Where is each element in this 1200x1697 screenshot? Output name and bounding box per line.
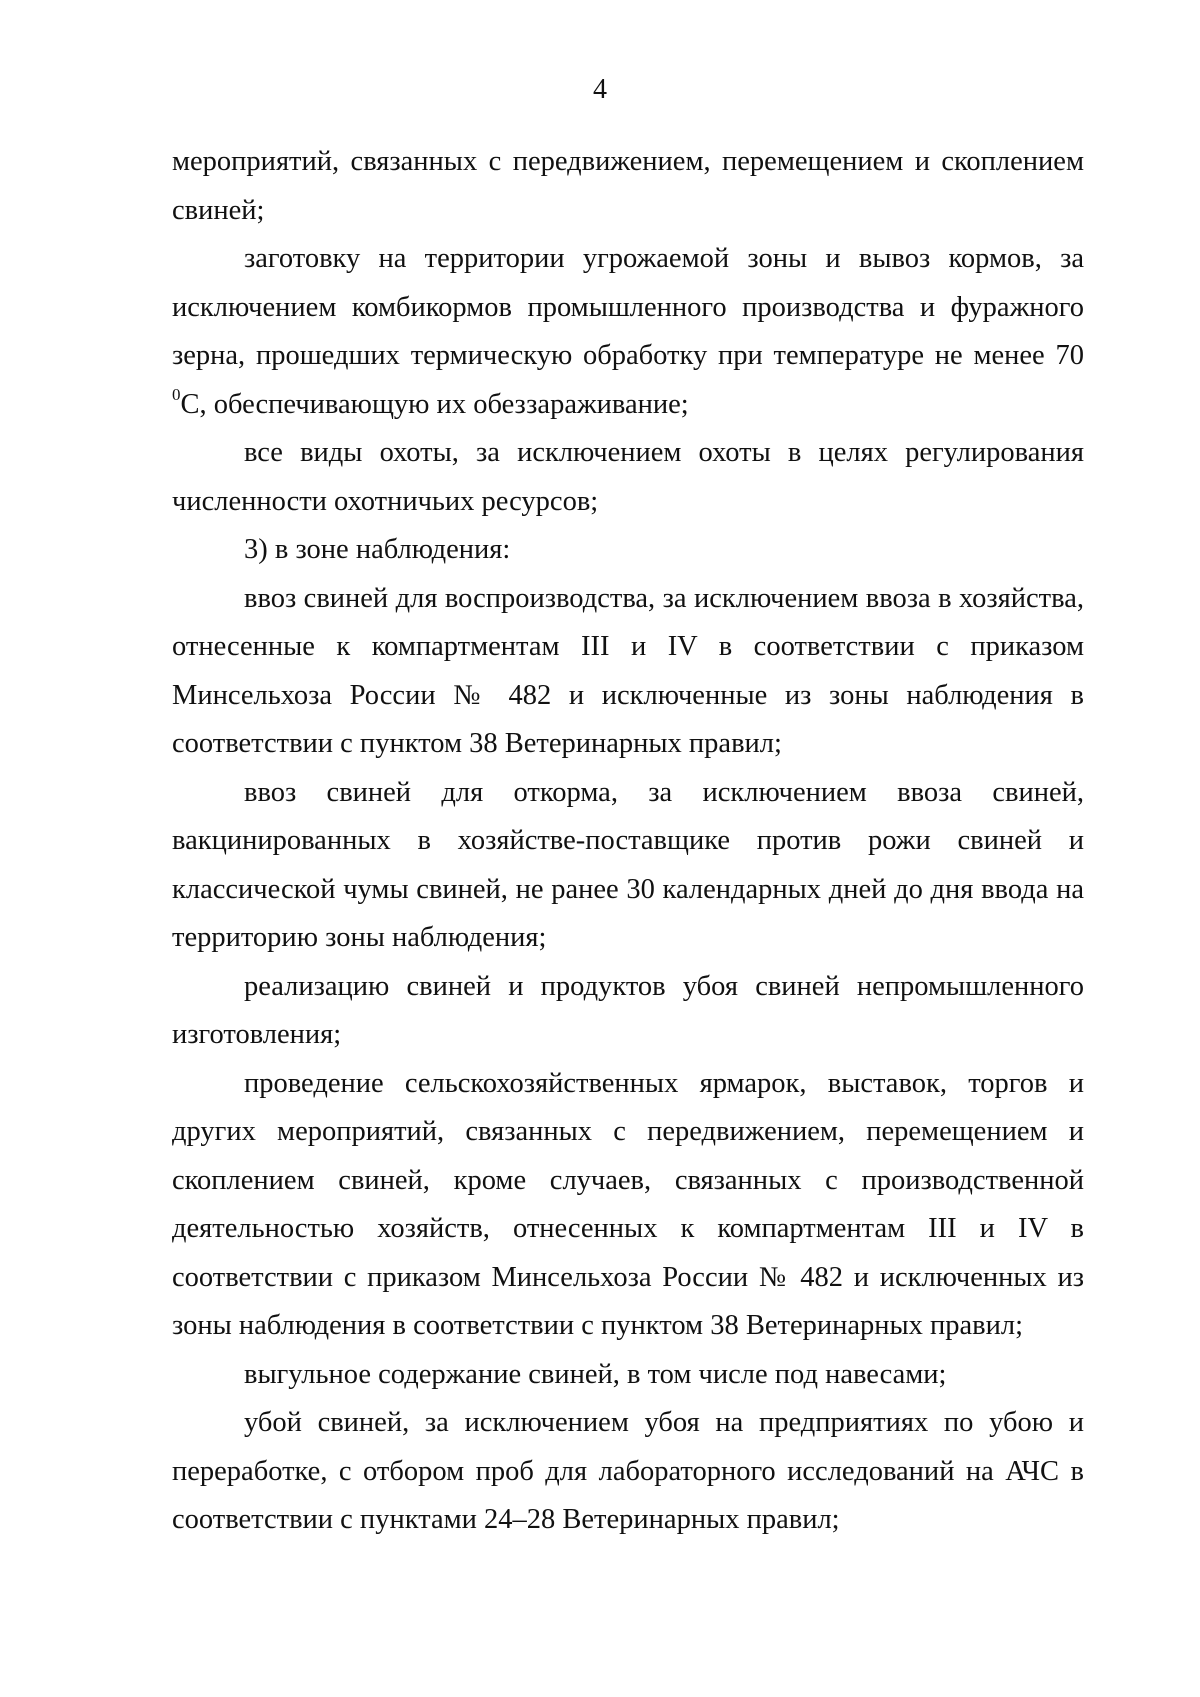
paragraph-feed-procurement: [172, 235, 1084, 429]
paragraph-free-range: выгульное содержание свиней, в том числе под навесами;: [244, 1358, 947, 1390]
paragraph-feed-procurement-text: заготовку на территории угрожаемой зоны и вывоз кормов, за исключением комбикормов промышленного производства и фуражного зерна, прошедших термическую обработку при температуре не менее: [172, 243, 1084, 371]
paragraph-observation-zone-heading: 3) в зоне наблюдения:: [244, 534, 511, 565]
page-number: 4: [593, 74, 607, 105]
temperature-unit: С: [180, 388, 200, 420]
paragraph-slaughter: убой свиней, за исключением убоя на предприятиях по убою и переработке, с отбором проб для лабораторного исследований на АЧС в соответствии с пунктами 24–28 Ветеринарных правил;: [172, 1407, 1084, 1535]
temperature-value: 70: [1055, 340, 1084, 371]
paragraph-import-breeding: ввоз свиней для воспроизводства, за исключением ввоза в хозяйства, отнесенные к компартментам III и IV в соответствии с приказом Минсельхоза России № 482 и исключенные из зоны наблюдения в соответствии с пунктом 38 Ветеринарных правил;: [172, 582, 1084, 759]
paragraph-continuation: мероприятий, связанных с передвижением, перемещением и скоплением свиней;: [172, 146, 1084, 226]
paragraph-fairs: проведение сельскохозяйственных ярмарок, выставок, торгов и других мероприятий, связанных с передвижением, перемещением и скоплением свиней, кроме случаев, связанных с производственной деятельностью хозяйств, отнесенных к компартментам III и IV в соответствии с приказом Минсельхоза России № 482 и исключенных из зоны наблюдения в соответствии с пунктом 38 Ветеринарных правил;: [172, 1067, 1084, 1341]
document-body: [172, 138, 1084, 1545]
paragraph-sale: реализацию свиней и продуктов убоя свиней непромышленного изготовления;: [172, 970, 1084, 1050]
degree-superscript: 0: [172, 385, 181, 404]
paragraph-import-fattening: ввоз свиней для откорма, за исключением ввоза свиней, вакцинированных в хозяйстве-поставщике против рожи свиней и классической чумы свиней, не ранее 30 календарных дней до дня ввода на территорию зоны наблюдения;: [172, 776, 1084, 953]
temperature-rest: , обеспечивающую их обеззараживание;: [199, 388, 689, 420]
paragraph-hunting: все виды охоты, за исключением охоты в целях регулирования численности охотничьих ресурсов;: [172, 437, 1084, 517]
